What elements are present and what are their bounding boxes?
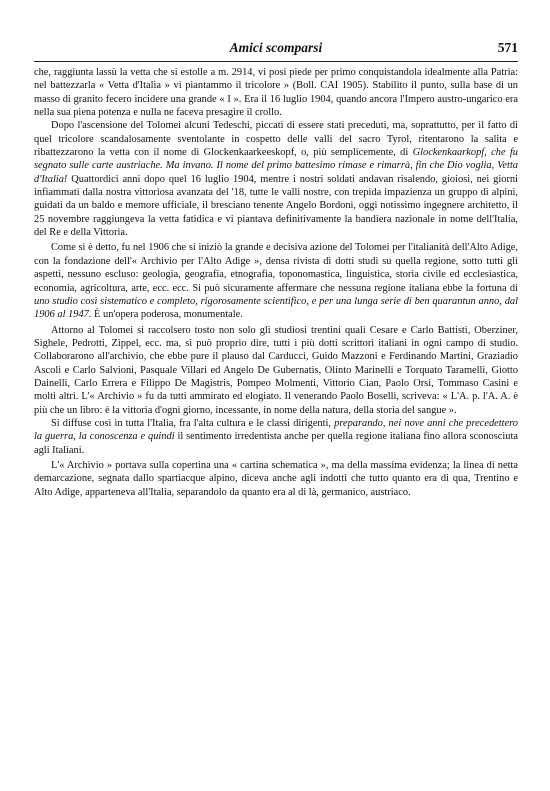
paragraph-5-text-b: il sentimento irredentista anche per quella regione italiana fino allora sconosciuta agli Italiani. xyxy=(34,431,518,456)
paragraph-3-text-b: È un'opera poderosa, monumentale. xyxy=(91,309,243,321)
paragraph-5-italic: preparando, nei nove anni che precedettero la guerra, la conoscenza e quindi xyxy=(34,417,518,443)
paragraph-1 xyxy=(34,66,518,119)
document-page xyxy=(34,40,518,499)
paragraph-3 xyxy=(34,241,518,321)
paragraph-2 xyxy=(34,119,518,239)
paragraph-2-text-b: Quattordici anni dopo quel 16 luglio 1904, mentre i nostri soldati andavan risalendo, gioiosi, nei giorni infiammati dalla nostra vittoriosa avanzata del '18, tutte le valli nostre, con trepida impazienza un gruppo di alpini, guidati da un baldo e memore ufficiale, il bresciano tenente Angelo Bordoni, oggi notissimo ingegnere architetto, il 25 novembre raggiungeva la vetta fatidica e vi piantava definitivamente la bandiera nazionale in nome dell'Italia, del Re e della Vittoria. xyxy=(34,173,518,239)
page-number: 571 xyxy=(497,40,518,55)
paragraph-3-text-a: Come si è detto, fu nel 1906 che si iniziò la grande e decisiva azione del Tolomei per l'italianità dell'Alto Adige, con la fondazione dell'« Archivio per l'Alto Adige », densa rivista di dotti studi su quella regione, sotto tutti gli aspetti, nessuno escluso: geologia, geografia, etnografia, toponomastica, linguistica, storia civile ed ecclesiastica, economia, agricoltura, arte, ecc. ecc. Si può sicuramente affermare che nessuna regione italiana ebbe la fortuna di xyxy=(34,242,518,294)
paragraph-1-text: che, raggiunta lassù la vetta che si estolle a m. 2914, vi posi piede per primo conquistandola idealmente alla Patria: nel battezzarla « Vetta d'Italia » vi piantammo il tricolore » (Boll. CAI 1905). Stabilito il punto, sulla base di un masso di granito fecero incidere una grande « I ». Era il 16 luglio 1904, quando ancora l'Impero austro-ungarico era nella sua piena potenza e nulla ne faceva presagire il crollo. xyxy=(34,67,518,119)
running-header xyxy=(34,40,518,60)
body-text xyxy=(34,66,518,499)
running-title: Amici scomparsi xyxy=(229,40,323,55)
paragraph-6-text: L'« Archivio » portava sulla copertina una « cartina schematica », ma della massima evidenza; la linea di netta demarcazione, segnata dallo spartiacque alpino, diceva anche agli indotti che tutto quanto era di qua, Trentino e Alto Adige, apparteneva all'Italia, separandolo da quanto era al di là, germanico, austriaco. xyxy=(34,459,518,498)
paragraph-2-italic: Glockenkaarkopf, che fu segnato sulle carte austriache. Ma invano. Il nome del primo battesimo rimase e rimarrà, fin che Dio voglia, Vetta d'Italia! xyxy=(34,147,518,185)
paragraph-6 xyxy=(34,459,518,499)
paragraph-5 xyxy=(34,417,518,457)
paragraph-4-text: Attorno al Tolomei si raccolsero tosto non solo gli studiosi trentini quali Cesare e Carlo Battisti, Oberziner, Sighele, Pedrotti, Zippel, ecc. ma, si può proprio dire, tutti i più dotti scrittori italiani in ogni campo di studio. Collaborarono all'archivio, che ebbe pure il plauso dal Carducci, Guido Mazzoni e Ferdinando Martini, Graziadio Ascoli e Carlo Salvioni, Pasquale Villari ed Angelo De Gubernatis, Olinto Marinelli e Torquato Taramelli, Giotto Dainelli, Carlo Errera e Filippo De Magistris, Pompeo Molmenti, Vittorio Cian, Paolo Orsi, Tommaso Casini e molti altri. L'« Archivio » fu da tutti ammirato ed elogiato. Il venerando Paolo Boselli, scriveva: « L'A. p. l'A. A. è più che un libro: è la vittoria d'ogni giorno, incessante, in nome della natura, della storia del sangue ». xyxy=(34,324,518,416)
paragraph-5-text-a: Si diffuse così in tutta l'Italia, fra l'alta cultura e le classi dirigenti, xyxy=(51,417,335,429)
paragraph-2-text-a: Dopo l'ascensione del Tolomei alcuni Tedeschi, piccati di essere stati preceduti, ma, soprattutto, per il fatto di quel tricolore scandalosamente sventolante in cospetto delle valli del sacro Tyrol, ritentarono la salita e ribattezzarono la vetta con il nome di Glockenkaarkeeskopf, o, più semplicemente, di xyxy=(34,120,518,159)
paragraph-4 xyxy=(34,324,518,417)
header-rule xyxy=(34,61,518,62)
paragraph-3-italic: uno studio così sistematico e completo, rigorosamente scientifico, e per una lunga serie di ben quarantun anno, dal 1906 al 1947. xyxy=(34,295,518,321)
